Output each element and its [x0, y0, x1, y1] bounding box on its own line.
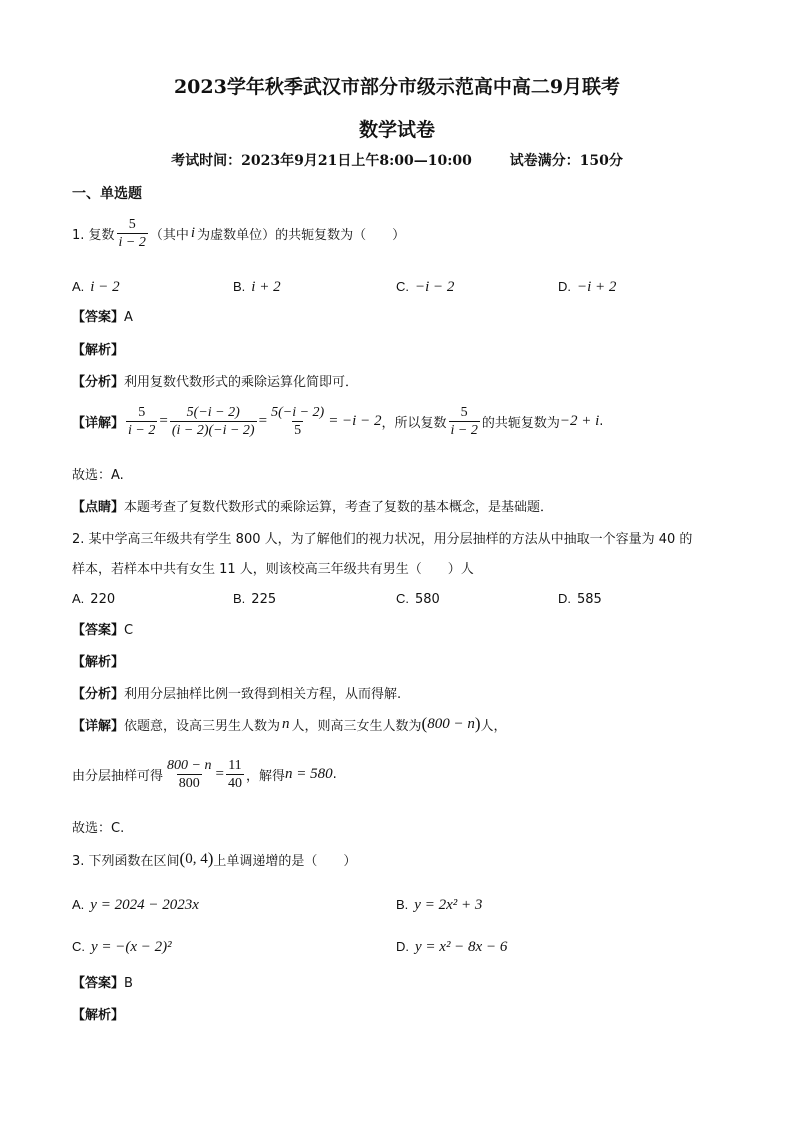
option-text: −i + 2 — [577, 279, 617, 295]
close-paren: ) — [474, 714, 481, 733]
fenxi-text: 利用复数代数形式的乘除运算化简即可． — [124, 375, 359, 390]
answer-value: B — [124, 976, 133, 991]
q3-option-d[interactable]: D. y = x² − 8x − 6 — [396, 939, 508, 955]
option-text: i + 2 — [251, 279, 281, 295]
answer-value: A — [124, 310, 133, 325]
q3-analysis-tag: 【解析】 — [72, 1008, 125, 1023]
page-subtitle: 数学试卷 — [358, 119, 435, 141]
detail-fraction-4: $\frac{5}{i - 2}$ — [450, 405, 478, 438]
question-1-fraction — [117, 216, 148, 251]
fraction-numerator: 5 — [128, 217, 136, 232]
close-paren: ) — [207, 849, 214, 868]
q1-option-d[interactable] — [558, 276, 616, 296]
question-1-number: 1. 复数 — [72, 228, 115, 243]
section-title: 一、单选题 — [72, 186, 142, 202]
q2-fraction-1: $\frac{800 - n}{800}$ — [167, 758, 212, 791]
option-label: C. — [396, 279, 409, 294]
question-1-stem — [72, 216, 405, 251]
q2-analysis-tag: 【解析】 — [72, 655, 125, 670]
question-1-suffix2: 为虚数单位）的共轭复数为（ ） — [197, 228, 406, 243]
q2-detail-1: 【详解】 依题意，设高三男生人数为 n 人，则高三女生人数为 ( 800 − n ) 人， — [72, 714, 507, 734]
q2-conclusion: 故选：C. — [72, 821, 125, 836]
page-title: 2023学年秋季武汉市部分市级示范高中高二9月联考 — [173, 76, 621, 98]
q1-detail: 【详解】 $\frac{5}{i - 2}$ = $\frac{5(-i - 2)}{(i - 2)(-i - 2)}$ = $\frac{5(-i - 2)}{5}$ = −i − 2 ，所以复数 $\frac{5}{i - 2}$ 的共轭复数为 −2 + i . — [72, 405, 604, 438]
q2-option-d[interactable]: D. 585 — [558, 591, 602, 607]
exam-time: 考试时间：2023年9月21日上午8:00—10:00 — [171, 153, 472, 169]
question-1-suffix: （其中 — [149, 228, 189, 243]
q3-option-a[interactable]: A. y = 2024 − 2023x — [72, 897, 199, 913]
q2-option-a[interactable]: A. 220 — [72, 591, 116, 607]
q3-option-b[interactable]: B. y = 2x² + 3 — [396, 897, 483, 913]
q2-option-c[interactable]: C. 580 — [396, 591, 440, 607]
option-text: i − 2 — [90, 279, 120, 295]
option-text: −i − 2 — [415, 279, 455, 295]
detail-fraction-1: $\frac{5}{i - 2}$ — [128, 405, 156, 438]
q1-option-c[interactable] — [396, 276, 454, 296]
q1-analysis-tag: 【解析】 — [72, 343, 125, 358]
q3-answer: 【答案】B — [72, 976, 133, 991]
imaginary-unit: i — [190, 225, 196, 241]
q3-option-c[interactable]: C. y = −(x − 2)² — [72, 939, 172, 955]
exam-info — [0, 150, 794, 170]
question-2-line-1: 2. 某中学高三年级共有学生 800 人，为了解他们的视力状况，用分层抽样的方法从中抽取一个容量为 40 的 — [72, 532, 693, 547]
q2-detail-2: 由分层抽样可得 $\frac{800 - n}{800}$ = $\frac{11}{40}$ ，解得 n = 580 . — [72, 758, 337, 791]
dianjing-text: 本题考查了复数代数形式的乘除运算，考查了复数的基本概念，是基础题． — [124, 500, 554, 515]
option-label: B. — [233, 279, 246, 294]
full-score: 试卷满分：150分 — [509, 153, 623, 169]
q2-fraction-2: $\frac{11}{40}$ — [227, 758, 242, 791]
q1-dianjing: 【点睛】本题考查了复数代数形式的乘除运算，考查了复数的基本概念，是基础题． — [72, 500, 554, 515]
fraction-denominator: i − 2 — [118, 235, 146, 250]
question-2-line-2: 样本，若样本中共有女生 11 人，则该校高三年级共有男生（ ）人 — [72, 562, 474, 577]
detail-fraction-3: $\frac{5(-i - 2)}{5}$ — [271, 405, 325, 438]
open-paren: ( — [179, 849, 186, 868]
option-label: D. — [558, 279, 571, 294]
q2-fenxi: 【分析】利用分层抽样比例一致得到相关方程，从而得解. — [72, 687, 402, 702]
open-paren: ( — [421, 714, 428, 733]
detail-fraction-2: $\frac{5(-i - 2)}{(i - 2)(-i - 2)}$ — [171, 405, 255, 438]
q1-conclusion: 故选：A. — [72, 468, 124, 483]
option-label: A. — [72, 279, 85, 294]
q1-answer — [72, 306, 133, 325]
q2-answer: 【答案】C — [72, 623, 134, 638]
q1-option-b[interactable] — [233, 276, 281, 296]
q1-fenxi: 【分析】利用复数代数形式的乘除运算化简即可． — [72, 375, 359, 390]
q2-option-b[interactable]: B. 225 — [233, 591, 277, 607]
question-3-stem: 3. 下列函数在区间 ( 0, 4 ) 上单调递增的是（ ） — [72, 849, 357, 869]
answer-tag: 【答案】 — [72, 310, 125, 325]
answer-value: C — [124, 623, 134, 638]
q1-option-a[interactable] — [72, 276, 120, 296]
